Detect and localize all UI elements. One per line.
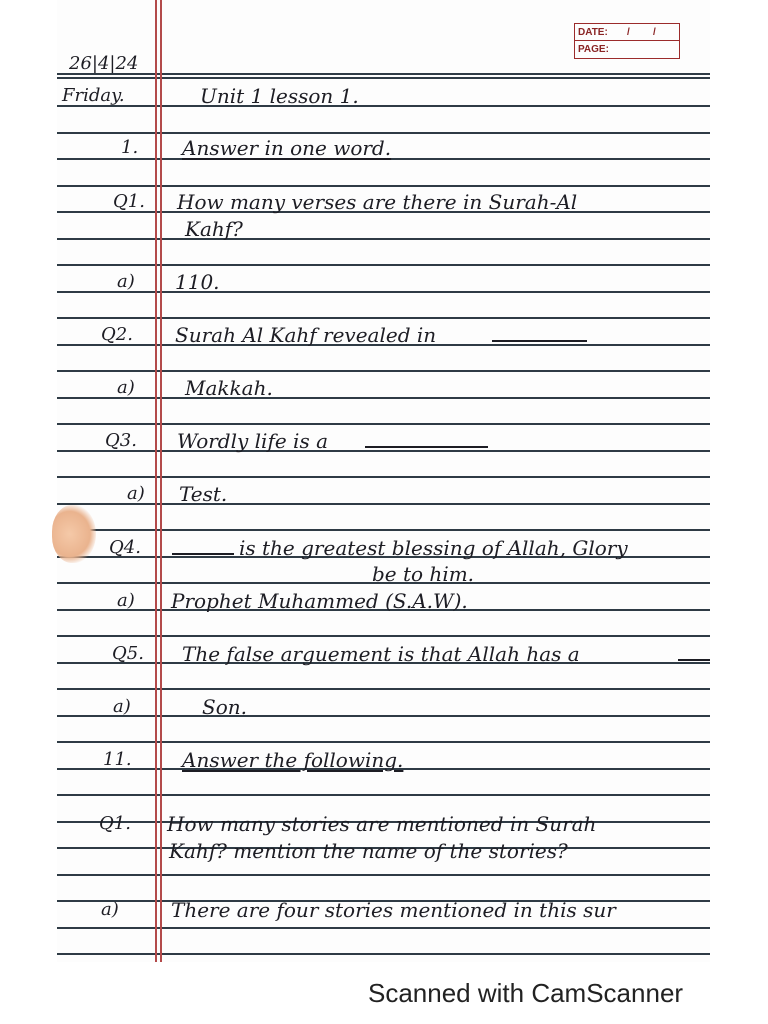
date-page-box <box>574 23 680 59</box>
question-label: Q5. <box>112 643 144 664</box>
question-text: Kahf? <box>185 217 243 241</box>
answer-text: Makkah. <box>185 376 273 400</box>
question-text: The false arguement is that Allah has a <box>182 642 580 666</box>
question-text: How many verses are there in Surah-Al <box>177 190 578 214</box>
answer-text: Test. <box>179 482 228 506</box>
question-text: Kahf? mention the name of the stories? <box>169 839 568 863</box>
notebook-page <box>57 0 710 962</box>
section-heading: Answer in one word. <box>182 136 392 160</box>
scanner-watermark: Scanned with CamScanner <box>368 978 684 1008</box>
answer-label: a) <box>117 271 135 292</box>
fill-blank <box>172 553 234 555</box>
lesson-title: Unit 1 lesson 1. <box>200 84 359 108</box>
answer-label: a) <box>113 696 131 717</box>
margin-date: 26|4|24 <box>69 53 139 74</box>
question-text: Wordly life is a <box>177 429 328 453</box>
answer-text: Son. <box>202 695 247 719</box>
answer-text: 110. <box>175 270 220 294</box>
answer-text: Prophet Muhammed (S.A.W). <box>171 589 468 613</box>
question-text: How many stories are mentioned in Surah <box>167 812 597 836</box>
fill-blank <box>365 446 488 448</box>
question-label: Q1. <box>113 191 145 212</box>
date-label: DATE: <box>578 27 608 38</box>
question-text: Surah Al Kahf revealed in <box>175 323 437 347</box>
question-text: is the greatest blessing of Allah, Glory <box>239 536 628 560</box>
date-row <box>575 24 679 41</box>
margin-line-left <box>155 0 157 962</box>
section-number: 11. <box>103 749 132 770</box>
answer-label: a) <box>117 377 135 398</box>
question-label: Q1. <box>99 813 131 834</box>
date-slash: / <box>653 27 656 38</box>
fill-blank <box>492 340 587 342</box>
margin-line-right <box>160 0 162 962</box>
question-label: Q4. <box>109 537 141 558</box>
margin-day: Friday. <box>62 85 125 106</box>
question-label: Q2. <box>101 324 133 345</box>
answer-label: a) <box>127 483 145 504</box>
question-label: Q3. <box>105 430 137 451</box>
thumb-shadow <box>52 505 96 563</box>
answer-label: a) <box>101 899 119 920</box>
answer-label: a) <box>117 590 135 611</box>
page-row <box>575 41 679 58</box>
answer-text: There are four stories mentioned in this sur <box>171 898 616 922</box>
fill-blank <box>678 659 710 661</box>
section-number: 1. <box>121 137 139 158</box>
question-text: be to him. <box>372 562 475 586</box>
section-heading: Answer the following. <box>182 748 404 772</box>
page-label: PAGE: <box>578 44 609 55</box>
date-slash: / <box>627 27 630 38</box>
